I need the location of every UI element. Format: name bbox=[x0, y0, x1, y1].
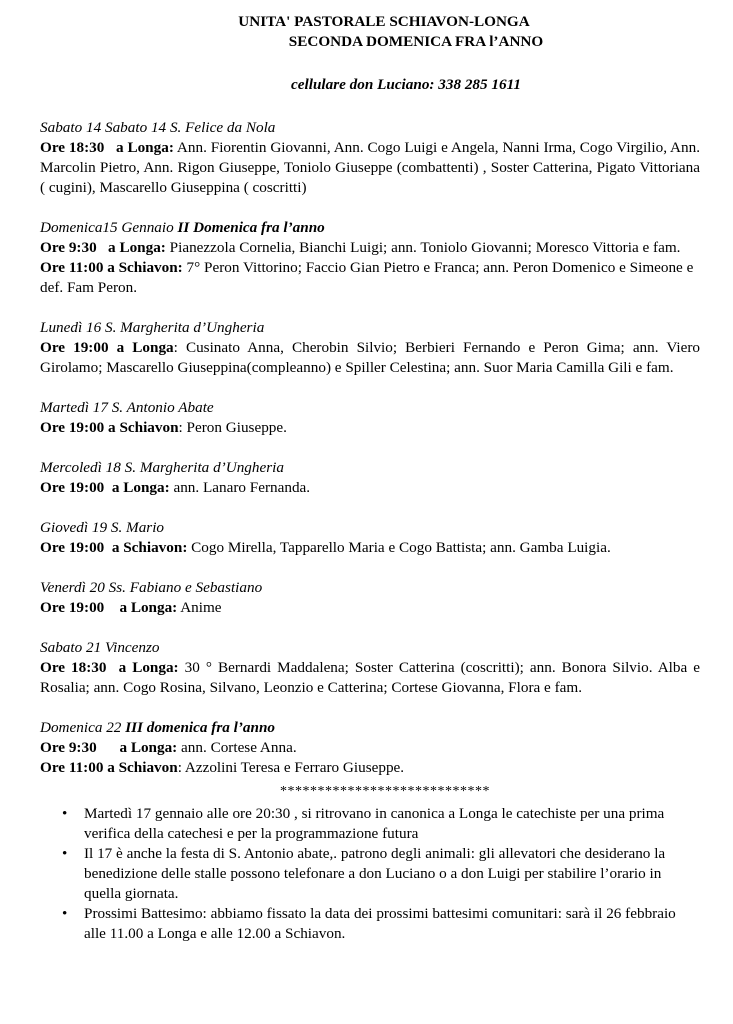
day-heading-text: Martedì 17 S. Antonio Abate bbox=[40, 399, 214, 416]
day-section bbox=[40, 718, 700, 778]
mass-time-place: Ore 9:30 a Longa: bbox=[40, 739, 178, 756]
bullet-icon: • bbox=[62, 845, 68, 862]
day-section bbox=[40, 578, 700, 618]
mass-entry bbox=[40, 478, 700, 498]
day-section bbox=[40, 398, 700, 438]
mass-time-place: Ore 19:00 a Schiavon bbox=[40, 419, 179, 436]
mass-entry bbox=[40, 418, 700, 438]
day-section bbox=[40, 458, 700, 498]
day-heading-text: Lunedì 16 S. Margherita d’Ungheria bbox=[40, 319, 265, 336]
day-heading-text: Domenica 22 bbox=[40, 719, 126, 736]
mass-intentions: Anime bbox=[177, 599, 222, 616]
day-heading bbox=[40, 518, 700, 538]
day-section bbox=[40, 218, 700, 298]
mass-entry bbox=[40, 258, 700, 298]
bullet-icon: • bbox=[62, 905, 68, 922]
day-heading bbox=[40, 458, 700, 478]
day-heading-feast: II Domenica fra l’anno bbox=[177, 219, 325, 236]
announcement-item bbox=[40, 844, 700, 904]
mass-entry bbox=[40, 338, 700, 378]
day-section bbox=[40, 318, 700, 378]
mass-time-place: Ore 19:00 a Longa: bbox=[40, 479, 170, 496]
announcements-list bbox=[40, 804, 700, 944]
mass-intentions: : Cusinato Anna, Cherobin Silvio; Berbieri Fernando e Peron Gima; ann. Viero Girolamo; Mascarello Giuseppina(compleanno) e Spiller Celestina; ann. Suor Maria Camilla Gili e fam. bbox=[40, 339, 701, 376]
mass-time-place: Ore 11:00 a Schiavon: bbox=[40, 259, 183, 276]
day-heading bbox=[40, 718, 700, 738]
mass-intentions: ann. Cortese Anna. bbox=[177, 739, 297, 756]
document-title: UNITA' PASTORALE SCHIAVON-LONGA bbox=[238, 13, 530, 30]
announcement-item bbox=[40, 904, 700, 944]
mass-time-place: Ore 19:00 a Longa: bbox=[40, 599, 178, 616]
mass-entry bbox=[40, 738, 700, 758]
mass-time-place: Ore 19:00 a Schiavon: bbox=[40, 539, 188, 556]
day-heading bbox=[40, 318, 700, 338]
announcement-item bbox=[40, 804, 700, 844]
bulletin-page bbox=[40, 12, 700, 944]
mass-intentions: : Peron Giuseppe. bbox=[178, 419, 287, 436]
day-section bbox=[40, 118, 700, 198]
mass-intentions: 7° Peron Vittorino; Faccio Gian Pietro e Franca; ann. Peron Domenico e Simeone e def. Fam Peron. bbox=[40, 259, 694, 296]
mass-entry bbox=[40, 658, 700, 698]
day-heading bbox=[40, 218, 700, 238]
day-heading-text: Giovedì 19 S. Mario bbox=[40, 519, 165, 536]
phone-line: cellulare don Luciano: 338 285 1611 bbox=[291, 76, 521, 93]
mass-time-place: Ore 19:00 a Longa bbox=[40, 339, 174, 356]
mass-intentions: Cogo Mirella, Tapparello Maria e Cogo Battista; ann. Gamba Luigia. bbox=[187, 539, 611, 556]
mass-entry bbox=[40, 758, 700, 778]
mass-entry bbox=[40, 238, 700, 258]
announcement-text: Il 17 è anche la festa di S. Antonio abate,. patrono degli animali: gli allevatori che desiderano la benedizione delle stalle possono telefonare a don Luciano o a don Luigi per stabilire l’orario in quella giornata. bbox=[84, 845, 666, 902]
mass-intentions: 30 ° Bernardi Maddalena; Soster Catterina (coscritti); ann. Bonora Silvio. Alba e Rosalia; ann. Cogo Rosina, Silvano, Leonzio e Catterina; Cortese Giovanna, Flora e fam. bbox=[40, 659, 701, 696]
day-heading-text: Domenica15 Gennaio bbox=[40, 219, 178, 236]
mass-schedule bbox=[40, 118, 700, 778]
day-heading bbox=[40, 398, 700, 418]
day-heading-text: Venerdì 20 Ss. Fabiano e Sebastiano bbox=[40, 579, 263, 596]
day-section bbox=[40, 518, 700, 558]
mass-time-place: Ore 18:30 a Longa: bbox=[40, 139, 174, 156]
announcement-text: Prossimi Battesimo: abbiamo fissato la data dei prossimi battesimi comunitari: sarà il 26 febbraio alle 11.00 a Longa e alle 12.00 a Schiavon. bbox=[84, 905, 676, 942]
mass-intentions: ann. Lanaro Fernanda. bbox=[169, 479, 311, 496]
day-heading-text: Sabato 21 Vincenzo bbox=[40, 639, 160, 656]
mass-entry bbox=[40, 538, 700, 558]
announcement-text: Martedì 17 gennaio alle ore 20:30 , si ritrovano in canonica a Longa le catechiste per una prima verifica della catechesi e per la programmazione futura bbox=[84, 805, 665, 842]
day-heading bbox=[40, 578, 700, 598]
mass-time-place: Ore 18:30 a Longa: bbox=[40, 659, 179, 676]
bullet-icon: • bbox=[62, 805, 68, 822]
mass-intentions: : Azzolini Teresa e Ferraro Giuseppe. bbox=[177, 759, 405, 776]
mass-time-place: Ore 9:30 a Longa: bbox=[40, 239, 166, 256]
day-heading bbox=[40, 118, 700, 138]
mass-time-place: Ore 11:00 a Schiavon bbox=[40, 759, 178, 776]
mass-entry bbox=[40, 138, 700, 198]
day-heading-feast: III domenica fra l’anno bbox=[125, 719, 275, 736]
day-heading-text: Sabato 14 Sabato 14 S. Felice da Nola bbox=[40, 119, 276, 136]
separator: **************************** bbox=[280, 784, 490, 799]
mass-intentions: Ann. Fiorentin Giovanni, Ann. Cogo Luigi e Angela, Nanni Irma, Cogo Virgilio, Ann. Marcolin Pietro, Ann. Rigon Giuseppe, Toniolo Giuseppe (combattenti) , Soster Catterina, Pigato Vittoriana ( cugini), Mascarello Giuseppina ( coscritti) bbox=[40, 139, 701, 196]
mass-intentions: Pianezzola Cornelia, Bianchi Luigi; ann. Toniolo Giovanni; Moresco Vittoria e fam. bbox=[165, 239, 681, 256]
day-heading-text: Mercoledì 18 S. Margherita d’Ungheria bbox=[40, 459, 284, 476]
day-heading bbox=[40, 638, 700, 658]
document-subtitle: SECONDA DOMENICA FRA l’ANNO bbox=[288, 33, 544, 50]
day-section bbox=[40, 638, 700, 698]
mass-entry bbox=[40, 598, 700, 618]
